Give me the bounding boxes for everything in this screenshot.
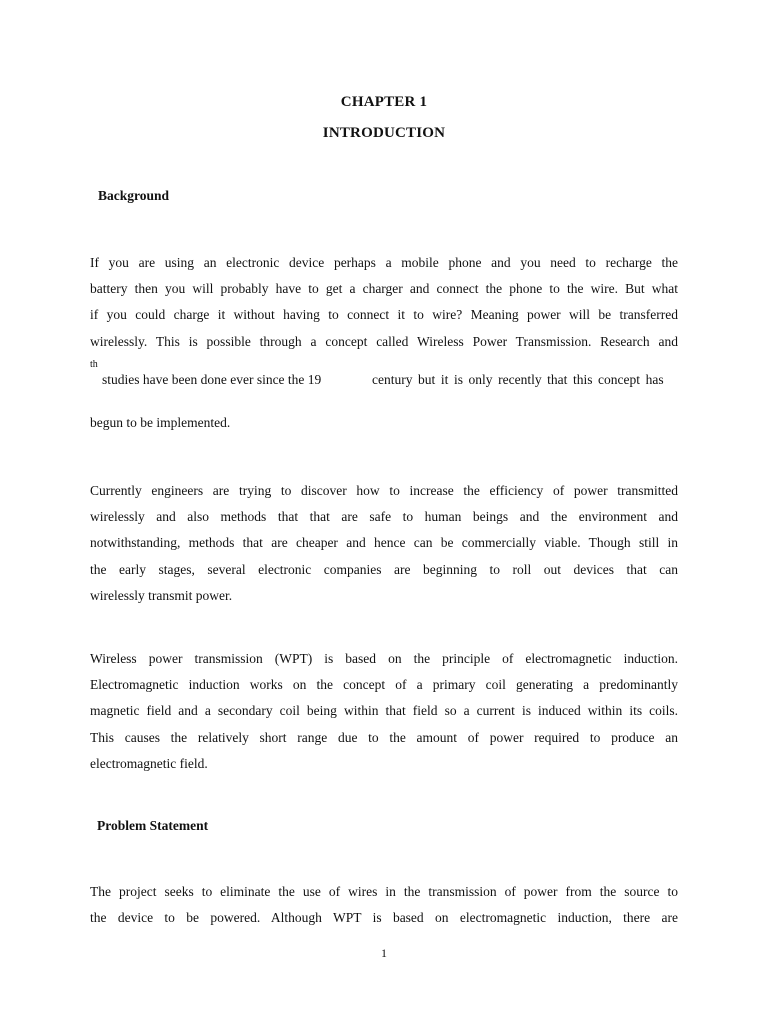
paragraph-1-end [90, 410, 678, 436]
paragraph-3 [90, 646, 678, 777]
paragraph-line: wirelessly. This is possible through a concept called Wireless Power Transmission. Research and [90, 333, 678, 349]
paragraph-line: begun to be implemented. [90, 415, 231, 430]
page-number: 1 [381, 946, 387, 960]
paragraph-line: wirelessly transmit power. [90, 587, 233, 603]
chapter-number: CHAPTER 1 [340, 94, 428, 110]
paragraph-line: the early stages, several electronic companies are beginning to roll out devices that can [90, 561, 678, 577]
background-heading: Background [98, 188, 170, 203]
chapter-title: INTRODUCTION [322, 125, 446, 141]
paragraph-line: Electromagnetic induction works on the concept of a primary coil generating a predominantly [90, 677, 678, 693]
paragraph-line: wirelessly and also methods that that are safe to human beings and the environment and [90, 509, 678, 525]
paragraph-line: magnetic field and a secondary coil being within that field so a current is induced within its coils. [90, 703, 678, 719]
paragraph-1-superscript-line [90, 359, 678, 389]
paragraph-line: the device to be powered. Although WPT is based on electromagnetic induction, there are [90, 910, 678, 926]
paragraph-line: This causes the relatively short range due to the amount of power required to produce an [90, 729, 678, 745]
paragraph-2 [90, 478, 678, 609]
paragraph-line: if you could charge it without having to connect it to wire? Meaning power will be transferred [90, 307, 678, 323]
superscript-th: th [90, 359, 98, 370]
paragraph-line: Currently engineers are trying to discover how to increase the efficiency of power transmitted [90, 483, 678, 498]
paragraph-line: Wireless power transmission (WPT) is based on the principle of electromagnetic induction. [90, 651, 678, 666]
paragraph-line: notwithstanding, methods that are cheaper and hence can be commercially viable. Though still in [90, 535, 678, 551]
paragraph-line: battery then you will probably have to get a charger and connect the phone to the wire. But what [90, 281, 678, 297]
problem-statement-heading: Problem Statement [97, 818, 209, 833]
paragraph-4 [90, 879, 678, 931]
paragraph-1 [90, 250, 678, 355]
paragraph-line: studies have been done ever since the 19 [102, 372, 322, 387]
paragraph-line: century but it is only recently that this concept has [372, 372, 664, 387]
paragraph-line: If you are using an electronic device perhaps a mobile phone and you need to recharge the [90, 255, 678, 270]
paragraph-line: electromagnetic field. [90, 755, 208, 771]
paragraph-line: The project seeks to eliminate the use of wires in the transmission of power from the source to [90, 884, 678, 899]
